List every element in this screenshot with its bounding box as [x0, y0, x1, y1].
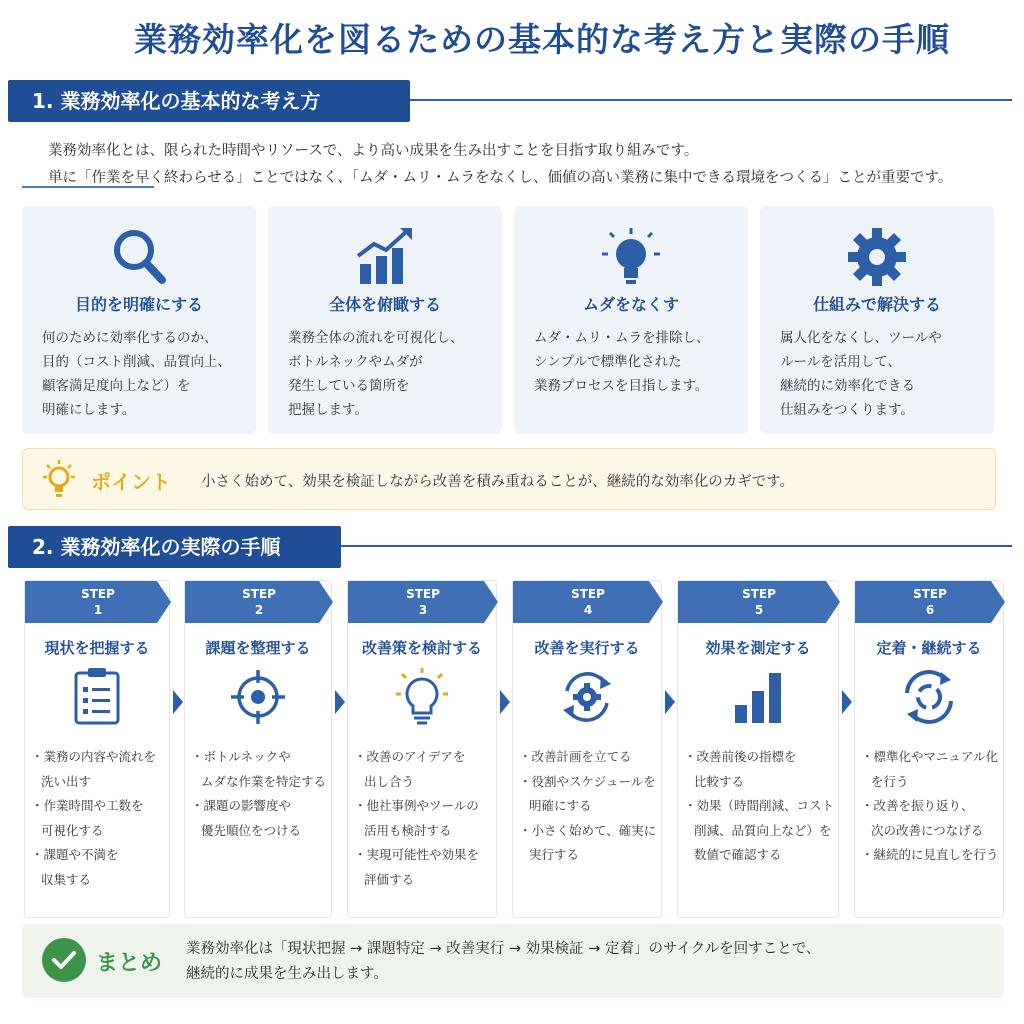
section1-divider	[410, 99, 1012, 101]
card-body	[780, 326, 984, 422]
step-card-2	[184, 580, 332, 918]
step-banner	[855, 581, 1005, 623]
summary-line: 継続的に成果を生み出します。	[186, 966, 388, 982]
card-line: 継続的に効率化できる	[780, 378, 915, 394]
gear-cycle-icon	[513, 667, 661, 729]
step-title: 課題を整理する	[205, 639, 311, 657]
step-banner	[348, 581, 498, 623]
step-label: STEP 6	[913, 587, 947, 617]
step-items: ・業務の内容や流れを 洗い出す ・作業時間や工数を 可視化する ・課題や不満を 収集する	[31, 749, 157, 887]
card-title: 仕組みで解決する	[812, 295, 941, 314]
card-line: 業務全体の流れを可視化し、	[288, 330, 464, 346]
card-line: 顧客満足度向上など）を	[42, 378, 191, 394]
growth-chart-icon	[268, 224, 502, 290]
summary-box	[22, 924, 1004, 998]
step-title: 現状を把握する	[44, 639, 150, 657]
flow-arrow-icon	[173, 690, 183, 714]
page-title: 業務効率化を図るための基本的な考え方と実際の手順	[134, 20, 950, 59]
target-icon	[185, 667, 331, 729]
magnifier-icon	[22, 224, 256, 290]
point-text: 小さく始めて、効果を検証しながら改善を積み重ねることが、継続的な効率化のカギです。	[201, 474, 795, 490]
card-line: 目的（コスト削減、品質向上、	[42, 354, 231, 370]
flow-arrow-icon	[842, 690, 852, 714]
card-title: 目的を明確にする	[74, 295, 203, 314]
step-card-6	[854, 580, 1004, 918]
principle-card-purpose	[22, 206, 256, 434]
card-title: ムダをなくす	[582, 295, 679, 314]
intro-line-2: 単に「作業を早く終わらせる」ことではなく、「ムダ・ムリ・ムラをなくし、価値の高い業務に集中できる環境をつくる」ことが重要です。	[48, 170, 953, 186]
step-card-3	[347, 580, 497, 918]
lightbulb-icon	[348, 667, 496, 729]
card-line: 把握します。	[288, 402, 368, 418]
flow-arrow-icon	[335, 690, 345, 714]
cycle-icon	[855, 667, 1003, 729]
card-line: ルールを活用して、	[780, 354, 901, 370]
lightbulb-icon	[514, 224, 748, 290]
flow-arrow-icon	[665, 690, 675, 714]
section1-heading: 1. 業務効率化の基本的な考え方	[8, 80, 410, 122]
gear-icon	[760, 224, 994, 290]
step-card-1	[24, 580, 170, 918]
principle-card-waste	[514, 206, 748, 434]
card-line: ムダ・ムリ・ムラを排除し、	[534, 330, 710, 346]
step-items: ・改善のアイデアを 出し合う ・他社事例やツールの 活用も検討する ・実現可能性や効果を 評価する	[354, 749, 480, 887]
clipboard-icon	[25, 667, 169, 729]
section2-heading: 2. 業務効率化の実際の手順	[8, 526, 341, 568]
summary-line: 業務効率化は「現状把握 → 課題特定 → 改善実行 → 効果検証 → 定着」のサイクルを回すことで、	[186, 941, 821, 957]
principle-card-overview	[268, 206, 502, 434]
card-body	[288, 326, 492, 422]
step-title: 定着・継続する	[876, 639, 982, 657]
card-line: 明確にします。	[42, 402, 136, 418]
step-label: STEP 4	[571, 587, 605, 617]
step-card-5	[677, 580, 839, 918]
bar-chart-icon	[678, 667, 838, 729]
step-title: 改善策を検討する	[361, 639, 482, 657]
summary-label: まとめ	[96, 951, 163, 976]
card-line: 業務プロセスを目指します。	[534, 378, 709, 394]
card-line: 発生している箇所を	[288, 378, 410, 394]
card-body	[534, 326, 738, 398]
step-banner	[513, 581, 663, 623]
summary-text	[186, 937, 820, 987]
intro-line-1: 業務効率化とは、限られた時間やリソースで、より高い成果を生み出すことを目指す取り組みです。	[48, 143, 699, 159]
section2-divider	[341, 545, 1012, 547]
lightbulb-icon	[39, 459, 79, 505]
step-title: 効果を測定する	[705, 639, 811, 657]
step-label: STEP 5	[742, 587, 776, 617]
intro-underline	[22, 186, 154, 188]
step-banner	[25, 581, 171, 623]
step-label: STEP 3	[406, 587, 440, 617]
point-label: ポイント	[91, 470, 171, 494]
step-card-4	[512, 580, 662, 918]
point-callout	[22, 448, 996, 510]
principle-card-system	[760, 206, 994, 434]
step-items: ・改善前後の指標を 比較する ・効果（時間削減、コスト 削減、品質向上など）を 数値で確認する	[684, 749, 835, 862]
card-line: ボトルネックやムダが	[288, 354, 423, 370]
step-title: 改善を実行する	[534, 639, 640, 657]
card-line: 仕組みをつくります。	[780, 402, 914, 418]
card-line: シンプルで標準化された	[534, 354, 682, 370]
flow-arrow-icon	[500, 690, 510, 714]
step-items: ・改善計画を立てる ・役割やスケジュールを 明確にする ・小さく始めて、確実に 実行する	[519, 749, 657, 862]
card-title: 全体を俯瞰する	[328, 295, 441, 314]
card-line: 属人化をなくし、ツールや	[780, 330, 942, 346]
check-icon	[42, 938, 86, 982]
step-banner	[185, 581, 333, 623]
card-body	[42, 326, 246, 422]
step-label: STEP 1	[81, 587, 115, 617]
step-items: ・ボトルネックや ムダな作業を特定する ・課題の影響度や 優先順位をつける	[191, 749, 327, 838]
card-line: 何のために効率化するのか、	[42, 330, 218, 346]
step-banner	[678, 581, 840, 623]
step-label: STEP 2	[242, 587, 276, 617]
step-items: ・標準化やマニュアル化 を行う ・改善を振り返り、 次の改善につなげる ・継続的に見直しを行う	[861, 749, 999, 862]
